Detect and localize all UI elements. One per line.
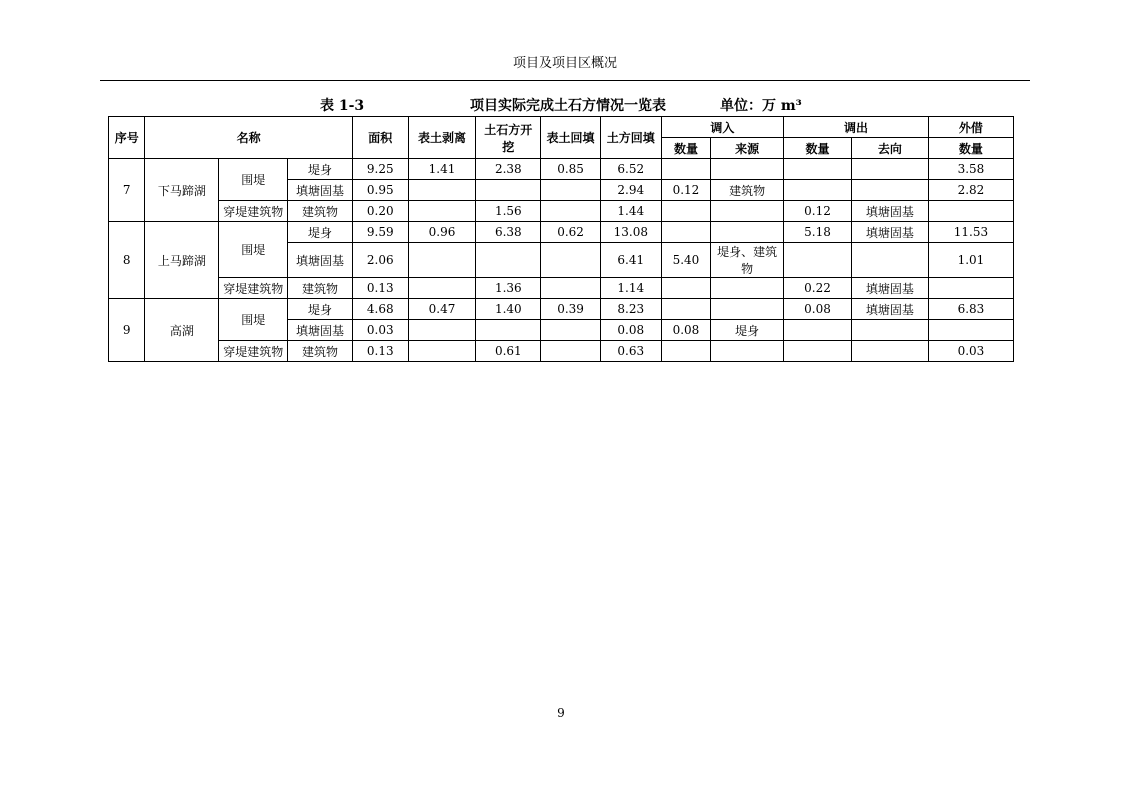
table-cell: 6.38: [476, 222, 541, 243]
table-cell: 建筑物: [711, 180, 784, 201]
table-cell: 围堤: [219, 159, 288, 201]
col-borrow-qty: 数量: [928, 138, 1013, 159]
table-cell: 上马蹄湖: [145, 222, 219, 299]
table-cell: [476, 320, 541, 341]
table-cell: 0.13: [352, 278, 408, 299]
table-cell: 下马蹄湖: [145, 159, 219, 222]
table-cell: 2.06: [352, 243, 408, 278]
table-cell: 6.83: [928, 299, 1013, 320]
table-cell: [928, 320, 1013, 341]
table-cell: [784, 159, 852, 180]
table-cell: 堤身: [288, 299, 353, 320]
table-cell: [661, 159, 711, 180]
table-cell: 填塘固基: [851, 201, 928, 222]
table-cell: 堤身: [711, 320, 784, 341]
table-cell: 1.40: [476, 299, 541, 320]
table-cell: 6.41: [600, 243, 661, 278]
table-number: 表 1-3: [320, 98, 365, 114]
table-cell: [408, 278, 476, 299]
table-cell: 建筑物: [288, 201, 353, 222]
table-cell: [928, 278, 1013, 299]
table-cell: 围堤: [219, 299, 288, 341]
table-cell: 8: [109, 222, 145, 299]
table-cell: [851, 180, 928, 201]
table-cell: [661, 222, 711, 243]
table-row: [109, 299, 1014, 320]
header-rule: [100, 80, 1030, 81]
table-cell: [408, 180, 476, 201]
table-name: 项目实际完成土石方情况一览表: [470, 98, 666, 114]
table-cell: [408, 243, 476, 278]
table-cell: 高湖: [145, 299, 219, 362]
col-strip: 表土剥离: [408, 117, 476, 159]
col-in: 调入: [661, 117, 783, 138]
table-cell: [784, 320, 852, 341]
table-cell: [711, 278, 784, 299]
table-body: [109, 159, 1014, 362]
table-cell: [784, 180, 852, 201]
table-cell: [476, 180, 541, 201]
table-cell: 0.39: [541, 299, 601, 320]
table-cell: 填塘固基: [288, 243, 353, 278]
table-cell: 2.94: [600, 180, 661, 201]
table-cell: 堤身: [288, 159, 353, 180]
table-cell: [851, 341, 928, 362]
table-cell: 3.58: [928, 159, 1013, 180]
table-cell: 9: [109, 299, 145, 362]
table-cell: 0.08: [661, 320, 711, 341]
table-cell: 4.68: [352, 299, 408, 320]
earthwork-table: [108, 116, 1014, 362]
table-cell: [541, 243, 601, 278]
col-soil-back: 表土回填: [541, 117, 601, 159]
table-cell: [851, 320, 928, 341]
table-row: [109, 201, 1014, 222]
table-cell: 填塘固基: [288, 320, 353, 341]
table-cell: 0.95: [352, 180, 408, 201]
table-cell: 0.47: [408, 299, 476, 320]
table-unit: 单位：万 m³: [720, 98, 802, 114]
col-fill: 土方回填: [600, 117, 661, 159]
col-out: 调出: [784, 117, 929, 138]
table-cell: 0.13: [352, 341, 408, 362]
table-cell: 0.22: [784, 278, 852, 299]
table-cell: [661, 341, 711, 362]
table-cell: 13.08: [600, 222, 661, 243]
col-borrow: 外借: [928, 117, 1013, 138]
col-in-qty: 数量: [661, 138, 711, 159]
table-cell: [784, 341, 852, 362]
table-cell: [711, 222, 784, 243]
table-row: [109, 222, 1014, 243]
table-row: [109, 278, 1014, 299]
table-cell: 1.44: [600, 201, 661, 222]
table-cell: 1.36: [476, 278, 541, 299]
table-cell: 填塘固基: [851, 278, 928, 299]
col-out-qty: 数量: [784, 138, 852, 159]
table-cell: [408, 201, 476, 222]
table-cell: [476, 243, 541, 278]
table-cell: [541, 180, 601, 201]
table-cell: 1.14: [600, 278, 661, 299]
table-cell: [711, 299, 784, 320]
table-cell: 0.63: [600, 341, 661, 362]
col-out-dst: 去向: [851, 138, 928, 159]
table-cell: 8.23: [600, 299, 661, 320]
table-cell: 填塘固基: [851, 299, 928, 320]
table-cell: [661, 201, 711, 222]
table-cell: 0.12: [784, 201, 852, 222]
table-cell: 6.52: [600, 159, 661, 180]
page-number: 9: [557, 706, 565, 720]
table-cell: [661, 278, 711, 299]
table-cell: 11.53: [928, 222, 1013, 243]
table-cell: 填塘固基: [851, 222, 928, 243]
table-cell: 围堤: [219, 222, 288, 278]
table-cell: 2.82: [928, 180, 1013, 201]
table-cell: [851, 159, 928, 180]
table-cell: [851, 243, 928, 278]
table-cell: 9.25: [352, 159, 408, 180]
table-cell: 0.20: [352, 201, 408, 222]
table-cell: [711, 201, 784, 222]
table-cell: 2.38: [476, 159, 541, 180]
table-cell: 建筑物: [288, 341, 353, 362]
table-cell: 0.85: [541, 159, 601, 180]
table-cell: [928, 201, 1013, 222]
table-cell: 5.40: [661, 243, 711, 278]
table-cell: [541, 278, 601, 299]
col-in-src: 来源: [711, 138, 784, 159]
table-cell: [408, 341, 476, 362]
table-cell: 0.96: [408, 222, 476, 243]
table-cell: 建筑物: [288, 278, 353, 299]
table-cell: 0.03: [928, 341, 1013, 362]
table-cell: 0.62: [541, 222, 601, 243]
running-header: 项目及项目区概况: [512, 56, 617, 71]
table-cell: 穿堤建筑物: [219, 201, 288, 222]
table-cell: 堤身: [288, 222, 353, 243]
table-cell: [661, 299, 711, 320]
table-cell: 5.18: [784, 222, 852, 243]
table-cell: 填塘固基: [288, 180, 353, 201]
col-seq: 序号: [109, 117, 145, 159]
table-cell: [541, 201, 601, 222]
table-cell: [711, 341, 784, 362]
col-dig: 土石方开挖: [476, 117, 541, 159]
table-cell: 1.41: [408, 159, 476, 180]
table-cell: 堤身、建筑物: [711, 243, 784, 278]
table-cell: 0.61: [476, 341, 541, 362]
table-cell: 1.56: [476, 201, 541, 222]
table-cell: 0.08: [784, 299, 852, 320]
table-cell: [784, 243, 852, 278]
table-cell: [408, 320, 476, 341]
table-cell: 0.08: [600, 320, 661, 341]
table-cell: 0.12: [661, 180, 711, 201]
col-name: 名称: [145, 117, 353, 159]
table-cell: 7: [109, 159, 145, 222]
table-cell: [541, 320, 601, 341]
table-cell: [541, 341, 601, 362]
table-row: [109, 341, 1014, 362]
table-cell: 0.03: [352, 320, 408, 341]
table-row: [109, 159, 1014, 180]
table-cell: 穿堤建筑物: [219, 341, 288, 362]
table-cell: 穿堤建筑物: [219, 278, 288, 299]
col-area: 面积: [352, 117, 408, 159]
table-cell: 9.59: [352, 222, 408, 243]
table-cell: [711, 159, 784, 180]
table-cell: 1.01: [928, 243, 1013, 278]
